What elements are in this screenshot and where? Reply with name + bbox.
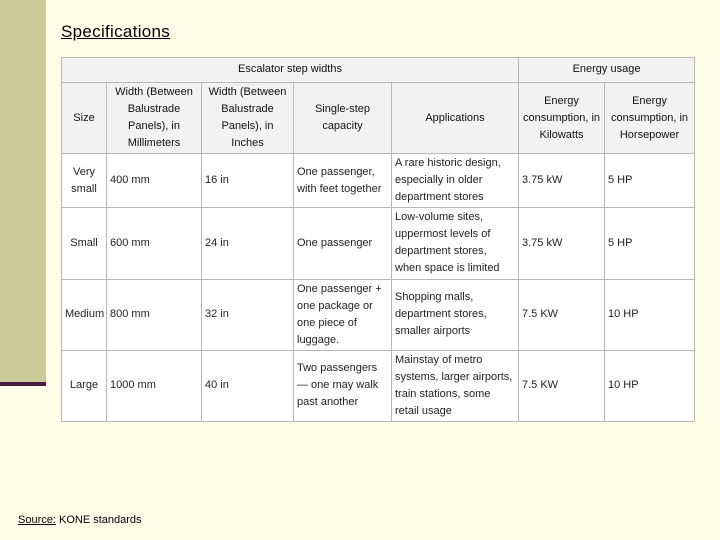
cell-width-in: 32 in bbox=[202, 279, 294, 350]
column-header-size: Size bbox=[62, 83, 107, 154]
cell-kilowatts: 3.75 kW bbox=[519, 208, 605, 279]
cell-kilowatts: 7.5 KW bbox=[519, 279, 605, 350]
cell-applications: Mainstay of metro systems, larger airports, train stations, some retail usage bbox=[392, 350, 519, 421]
cell-kilowatts: 3.75 kW bbox=[519, 154, 605, 208]
left-accent-bar bbox=[0, 0, 46, 382]
cell-width-in: 16 in bbox=[202, 154, 294, 208]
group-header-escalator: Escalator step widths bbox=[62, 58, 519, 83]
cell-horsepower: 10 HP bbox=[605, 350, 695, 421]
cell-applications: Shopping malls, department stores, smaller airports bbox=[392, 279, 519, 350]
cell-capacity: Two passengers — one may walk past another bbox=[294, 350, 392, 421]
cell-width-in: 40 in bbox=[202, 350, 294, 421]
cell-applications: A rare historic design, especially in older department stores bbox=[392, 154, 519, 208]
column-header-applications: Applications bbox=[392, 83, 519, 154]
cell-horsepower: 5 HP bbox=[605, 154, 695, 208]
cell-applications: Low-volume sites, uppermost levels of department stores, when space is limited bbox=[392, 208, 519, 279]
cell-width-mm: 400 mm bbox=[107, 154, 202, 208]
cell-width-mm: 800 mm bbox=[107, 279, 202, 350]
spec-table-wrapper bbox=[61, 57, 694, 417]
column-header-capacity: Single-step capacity bbox=[294, 83, 392, 154]
source-label: Source: bbox=[18, 514, 56, 526]
cell-width-in: 24 in bbox=[202, 208, 294, 279]
cell-size: Medium bbox=[62, 279, 107, 350]
table-row bbox=[62, 279, 695, 350]
column-header-width-mm: Width (Between Balustrade Panels), in Millimeters bbox=[107, 83, 202, 154]
cell-capacity: One passenger, with feet together bbox=[294, 154, 392, 208]
cell-horsepower: 10 HP bbox=[605, 279, 695, 350]
cell-size: Small bbox=[62, 208, 107, 279]
table-row bbox=[62, 208, 695, 279]
column-header-horsepower: Energy consumption, in Horsepower bbox=[605, 83, 695, 154]
group-header-energy: Energy usage bbox=[519, 58, 695, 83]
cell-width-mm: 600 mm bbox=[107, 208, 202, 279]
column-header-width-in: Width (Between Balustrade Panels), in Inches bbox=[202, 83, 294, 154]
left-accent-rule bbox=[0, 382, 46, 386]
cell-horsepower: 5 HP bbox=[605, 208, 695, 279]
cell-kilowatts: 7.5 KW bbox=[519, 350, 605, 421]
cell-width-mm: 1000 mm bbox=[107, 350, 202, 421]
cell-size: Very small bbox=[62, 154, 107, 208]
table-row bbox=[62, 154, 695, 208]
table-row bbox=[62, 350, 695, 421]
cell-size: Large bbox=[62, 350, 107, 421]
column-header-kilowatts: Energy consumption, in Kilowatts bbox=[519, 83, 605, 154]
cell-capacity: One passenger bbox=[294, 208, 392, 279]
page-title: Specifications bbox=[61, 22, 171, 41]
spec-table bbox=[61, 57, 695, 422]
cell-capacity: One passenger + one package or one piece of luggage. bbox=[294, 279, 392, 350]
source-text: KONE standards bbox=[58, 514, 142, 526]
source-note bbox=[18, 514, 142, 526]
